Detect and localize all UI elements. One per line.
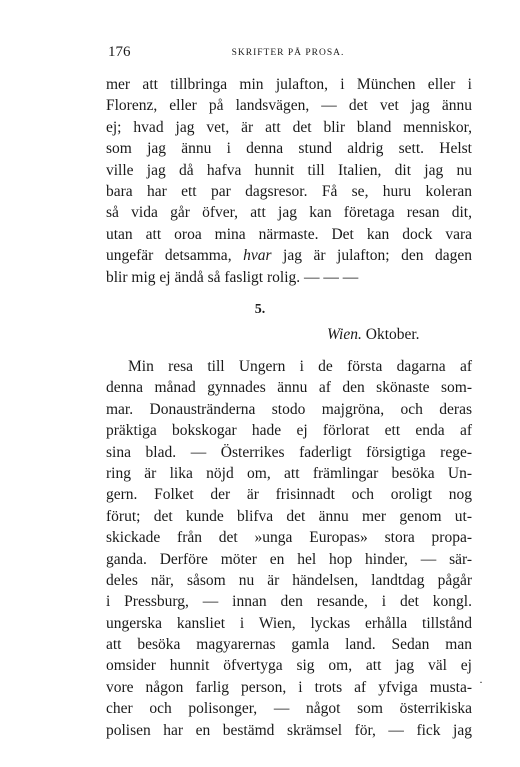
dateline-month: Oktober. (365, 326, 420, 343)
paragraph-1 (106, 74, 472, 288)
text-line: förut; det kunde blifva det ännu mer genom ut- (106, 507, 472, 525)
text-line: att besöka magyarernas gamla land. Sedan man (106, 636, 472, 654)
italic-word: hvar (243, 247, 272, 265)
section-number: 5. (254, 302, 266, 317)
text-line: utan att oroa mina närmaste. Det kan dock vara (106, 225, 472, 243)
text-line: ungerska kansliet i Wien, lyckas erhålla tillstånd (106, 614, 472, 632)
margin-mark: · (479, 675, 483, 689)
text-line: som jag ännu i denna stund aldrig sett. Helst (106, 140, 472, 158)
text-line: gern. Folket der är frisinnadt och oroligt nog (106, 486, 472, 504)
text-line: polisen har en bestämd skrämsel för, — fick jag (106, 721, 472, 739)
text-line: präktiga bokskogar hade ej förlorat ett enda af (106, 422, 472, 440)
page-header (108, 44, 468, 64)
running-title: SKRIFTER PÅ PROSA. (231, 48, 345, 58)
text-line: vore någon farlig person, i trots af yfviga musta- (106, 678, 472, 696)
text-line: omsider hunnit öfvertyga sig om, att jag väl ej (106, 657, 472, 675)
text-line: ganda. Derföre möter en hel hop hinder, — sär- (106, 550, 472, 568)
text-line: i Pressburg, — innan den resande, i det kongl. (106, 593, 472, 611)
text-line: skickade från det »unga Europas» stora propa- (106, 529, 472, 547)
dateline (327, 326, 420, 344)
text-line: ej; hvad jag vet, är att det blir bland menniskor, (106, 118, 472, 136)
paragraph-2 (106, 356, 472, 741)
text-line: cher och polisonger, — något som österrikiska (106, 700, 472, 718)
text-line: deles när, såsom nu är händelsen, landtdag pågår (106, 571, 472, 589)
text-line: så vida går öfver, att jag kan företaga resan dit, (106, 204, 472, 222)
text-line: Min resa till Ungern i de första dagarna af (128, 358, 472, 375)
text-line: sina blad. — Österrikes faderligt försigtiga rege- (106, 443, 472, 461)
text-line: Florenz, eller på landsvägen, — det vet jag ännu (106, 97, 472, 115)
dateline-place: Wien. (327, 326, 362, 343)
text-run: jag är julafton; den dagen (271, 247, 472, 265)
text-line: blir mig ej ändå så fasligt rolig. — — — (106, 268, 359, 286)
text-line: ring är lika nöjd om, att främlingar besöka Un- (106, 464, 472, 482)
text-line (106, 245, 472, 266)
text-line: mer att tillbringa min julafton, i München eller i (106, 76, 472, 93)
text-line: ville jag då hafva hunnit till Italien, dit jag nu (106, 161, 472, 179)
text-line: denna månad gynnades ännu af den skönaste som- (106, 379, 472, 397)
text-line: bara har ett par dagsresor. Få se, huru koleran (106, 182, 472, 200)
page-number: 176 (108, 44, 131, 60)
text-run: ungefär detsamma, (106, 247, 244, 265)
text-line: mar. Donaustränderna stodo majgröna, och deras (106, 400, 472, 418)
